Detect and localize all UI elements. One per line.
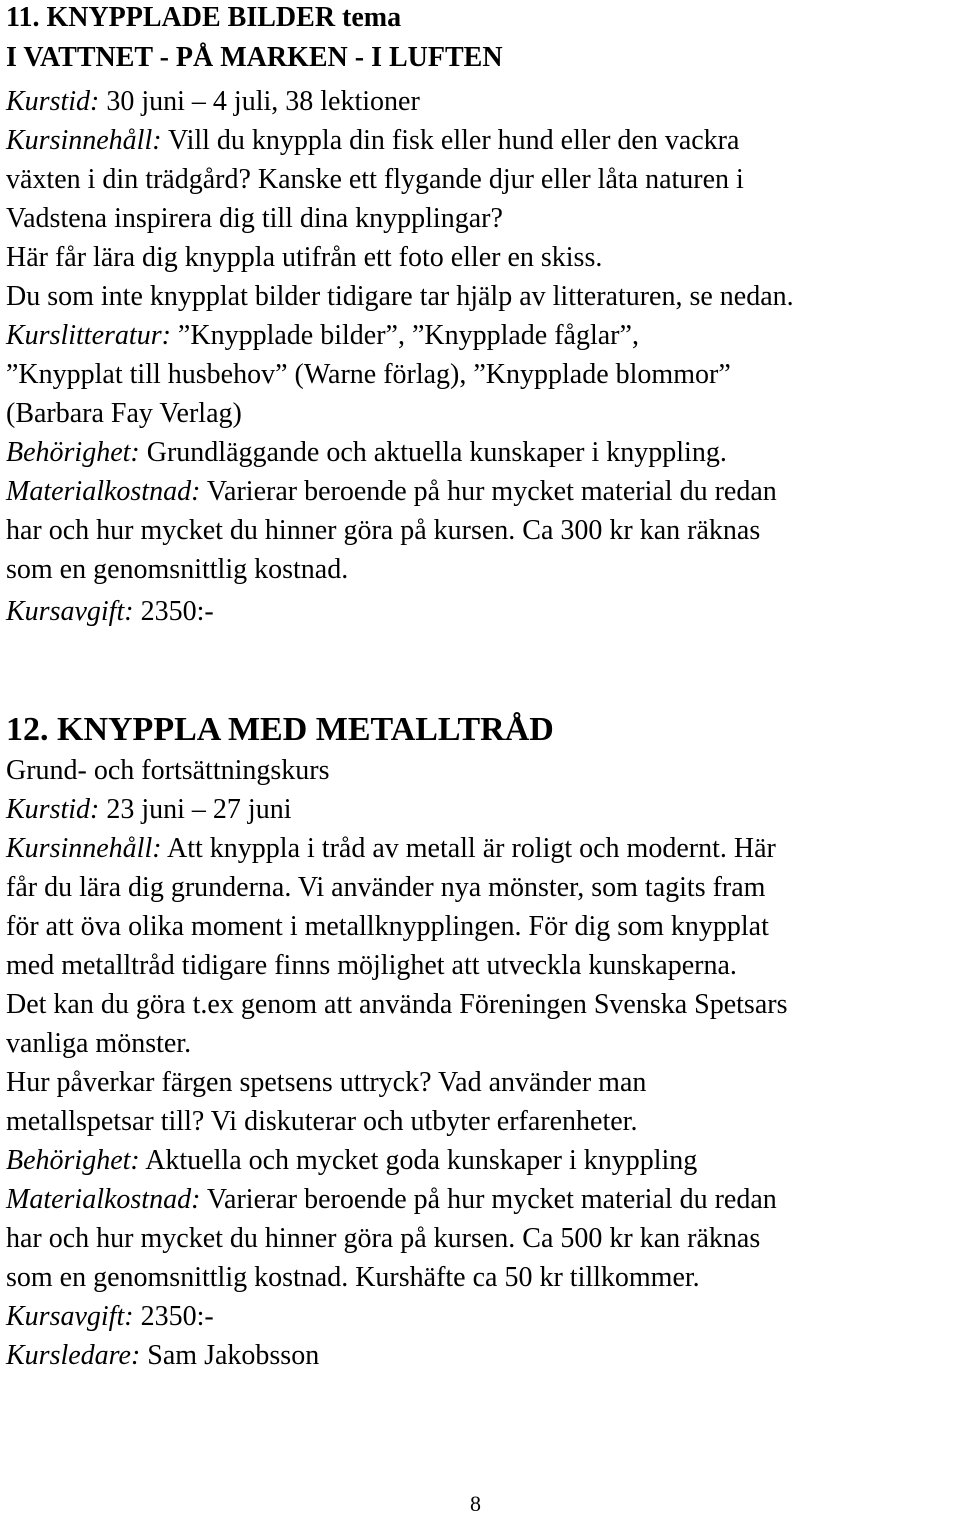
kursinnehall-line: växten i din trädgård? Kanske ett flygande djur eller låta naturen i bbox=[6, 164, 744, 195]
section-12-subtitle: Grund- och fortsättningskurs bbox=[6, 755, 330, 786]
kurstid-row bbox=[6, 84, 420, 120]
kurstid-value: 30 juni – 4 juli, 38 lektioner bbox=[99, 86, 420, 117]
materialkostnad-line: har och hur mycket du hinner göra på kursen. Ca 500 kr kan räknas bbox=[6, 1223, 761, 1254]
materialkostnad-label: Materialkostnad: bbox=[6, 476, 201, 507]
kursinnehall-text: Vill du knyppla din fisk eller hund eller den vackra bbox=[161, 125, 740, 156]
kurslitteratur-label: Kurslitteratur: bbox=[6, 320, 171, 351]
kurslitteratur-row bbox=[6, 318, 639, 354]
kursledare-value: Sam Jakobsson bbox=[140, 1340, 320, 1371]
kursinnehall-line: med metalltråd tidigare finns möjlighet att utveckla kunskaperna. bbox=[6, 950, 737, 981]
kurstid-value: 23 juni – 27 juni bbox=[99, 794, 292, 825]
kursavgift-row bbox=[6, 594, 214, 630]
materialkostnad-text: Varierar beroende på hur mycket material du redan bbox=[200, 1184, 777, 1215]
behorighet-label: Behörighet: bbox=[6, 1145, 140, 1176]
kursavgift-label: Kursavgift: bbox=[6, 1301, 134, 1332]
kursavgift-value: 2350:- bbox=[133, 1301, 214, 1332]
kursavgift-row bbox=[6, 1299, 214, 1335]
kursinnehall-row bbox=[6, 123, 739, 159]
kursinnehall-line: Hur påverkar färgen spetsens uttryck? Vad använder man bbox=[6, 1067, 647, 1098]
kursinnehall-row bbox=[6, 831, 776, 867]
section-12-title: 12. KNYPPLA MED METALLTRÅD bbox=[6, 711, 554, 748]
behorighet-value: Grundläggande och aktuella kunskaper i knyppling. bbox=[139, 437, 727, 468]
kursinnehall-line: Du som inte knypplat bilder tidigare tar hjälp av litteraturen, se nedan. bbox=[6, 281, 794, 312]
page-number: 8 bbox=[470, 1491, 481, 1516]
kurslitteratur-line: ”Knypplat till husbehov” (Warne förlag), ”Knypplade blommor” bbox=[6, 359, 731, 390]
materialkostnad-row bbox=[6, 474, 777, 510]
behorighet-value: Aktuella och mycket goda kunskaper i knyppling bbox=[139, 1145, 698, 1176]
materialkostnad-line: som en genomsnittlig kostnad. Kurshäfte ca 50 kr tillkommer. bbox=[6, 1262, 700, 1293]
kurstid-label: Kurstid: bbox=[6, 794, 100, 825]
kursavgift-value: 2350:- bbox=[133, 596, 214, 627]
kursinnehall-line: Här får lära dig knyppla utifrån ett foto eller en skiss. bbox=[6, 242, 603, 273]
materialkostnad-line: har och hur mycket du hinner göra på kursen. Ca 300 kr kan räknas bbox=[6, 515, 761, 546]
behorighet-row bbox=[6, 435, 727, 471]
kurslitteratur-text: ”Knypplade bilder”, ”Knypplade fåglar”, bbox=[170, 320, 639, 351]
kursinnehall-line: vanliga mönster. bbox=[6, 1028, 192, 1059]
kursledare-label: Kursledare: bbox=[6, 1340, 141, 1371]
materialkostnad-row bbox=[6, 1182, 777, 1218]
kursinnehall-line: metallspetsar till? Vi diskuterar och utbyter erfarenheter. bbox=[6, 1106, 638, 1137]
behorighet-label: Behörighet: bbox=[6, 437, 140, 468]
kursinnehall-line: för att öva olika moment i metallknypplingen. För dig som knypplat bbox=[6, 911, 769, 942]
materialkostnad-text: Varierar beroende på hur mycket material du redan bbox=[200, 476, 777, 507]
kursinnehall-text: Att knyppla i tråd av metall är roligt och modernt. Här bbox=[161, 833, 776, 864]
behorighet-row bbox=[6, 1143, 697, 1179]
kurstid-label: Kurstid: bbox=[6, 86, 100, 117]
section-11-theme: I VATTNET - PÅ MARKEN - I LUFTEN bbox=[6, 42, 503, 73]
materialkostnad-line: som en genomsnittlig kostnad. bbox=[6, 554, 349, 585]
kurslitteratur-line: (Barbara Fay Verlag) bbox=[6, 398, 242, 429]
kursinnehall-label: Kursinnehåll: bbox=[6, 125, 162, 156]
kurstid-row bbox=[6, 792, 291, 828]
kursinnehall-line: Vadstena inspirera dig till dina knypplingar? bbox=[6, 203, 503, 234]
section-11-title: 11. KNYPPLADE BILDER tema bbox=[6, 2, 402, 33]
kursavgift-label: Kursavgift: bbox=[6, 596, 134, 627]
kursinnehall-line: får du lära dig grunderna. Vi använder nya mönster, som tagits fram bbox=[6, 872, 766, 903]
materialkostnad-label: Materialkostnad: bbox=[6, 1184, 201, 1215]
kursinnehall-line: Det kan du göra t.ex genom att använda Föreningen Svenska Spetsars bbox=[6, 989, 788, 1020]
kursinnehall-label: Kursinnehåll: bbox=[6, 833, 162, 864]
kursledare-row bbox=[6, 1338, 319, 1374]
